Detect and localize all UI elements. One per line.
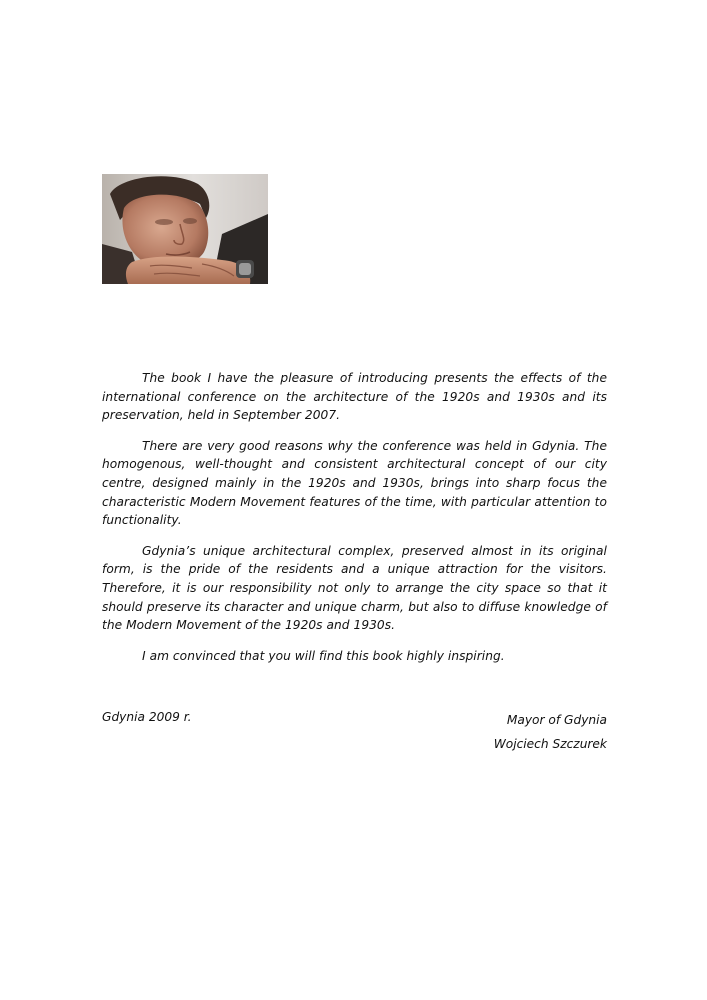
paragraph-responsibility: Gdynia’s unique architectural complex, preserved almost in its original form, is the pride of the residents and a unique attraction for the visitors. Therefore, it is our responsibility not only to arrange the city space so that it should preserve its character and unique charm, but also to diffuse knowledge of the Modern Movement of the 1920s and 1930s. — [102, 543, 607, 633]
portrait-photo-icon — [102, 174, 268, 284]
foreword-body — [102, 369, 607, 677]
signature-block — [494, 708, 607, 756]
paragraph-closing: I am convinced that you will find this book highly inspiring. — [142, 648, 505, 663]
paragraph-intro: The book I have the pleasure of introducing presents the effects of the international conference on the architecture of the 1920s and 1930s and its preservation, held in September 2007. — [102, 371, 607, 423]
signature-name: Wojciech Szczurek — [493, 737, 607, 751]
place-date: Gdynia 2009 r. — [102, 710, 192, 724]
paragraph-reasons: There are very good reasons why the conference was held in Gdynia. The homogenous, well-thought and consistent architectural concept of our city centre, designed mainly in the 1920s and 1930s, brings into sharp focus the characteristic Modern Movement features of the time, with particular attention to functionality. — [102, 438, 607, 528]
portrait-photo — [102, 174, 268, 284]
signature-title: Mayor of Gdynia — [506, 713, 607, 727]
